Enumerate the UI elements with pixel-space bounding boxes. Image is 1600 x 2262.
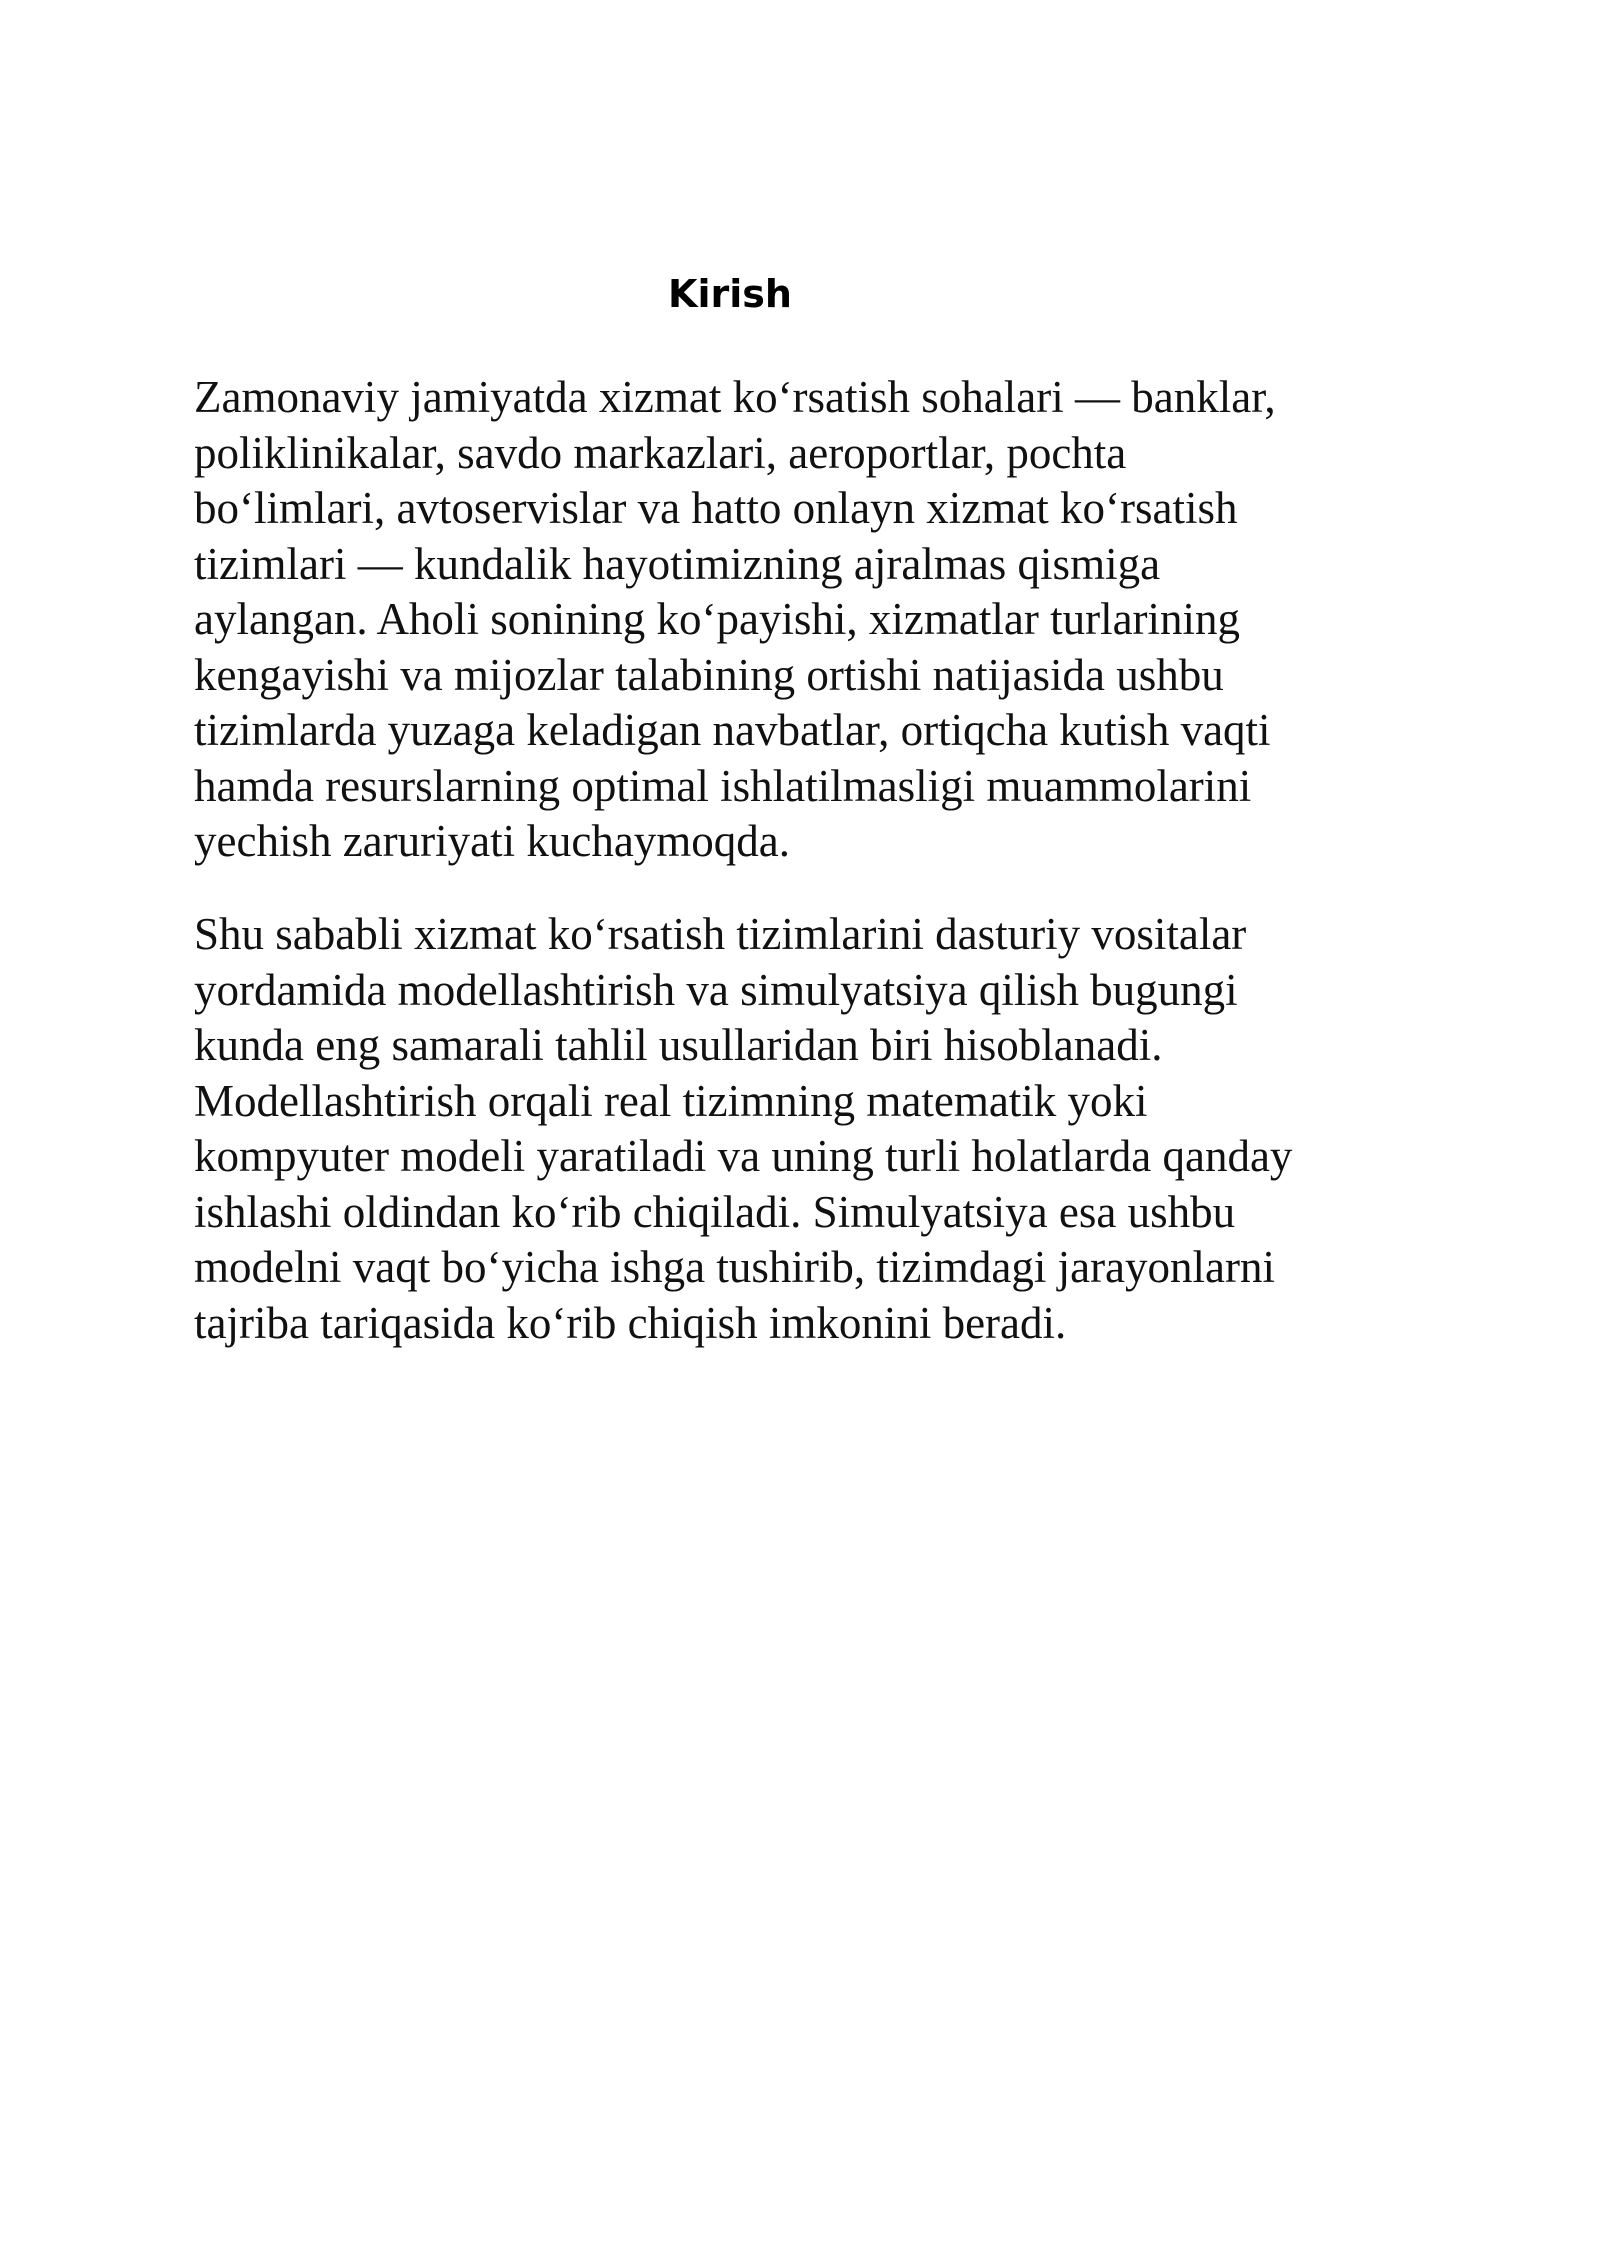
paragraph-2-line-4: Modellashtirish orqali real tizimning matematik yoki: [194, 1075, 1148, 1126]
paragraph-1-line-9: yechish zaruriyati kuchaymoqda.: [194, 816, 791, 866]
paragraph-2-line-3: kunda eng samarali tahlil usullaridan biri hisoblanadi.: [194, 1020, 1163, 1070]
paragraph-2-line-7: modelni vaqt bo‘yicha ishga tushirib, tizimdagi jarayonlarni: [194, 1242, 1275, 1292]
paragraph-1-line-5: aylangan. Aholi sonining ko‘payishi, xizmatlar turlarining: [194, 594, 1241, 644]
paragraph-1-line-2: poliklinikalar, savdo markazlari, aeroportlar, pochta: [194, 427, 1127, 478]
paragraph-1-line-1: Zamonaviy jamiyatda xizmat ko‘rsatish sohalari — banklar,: [194, 372, 1276, 422]
paragraph-1-line-7: tizimlarda yuzaga keladigan navbatlar, ortiqcha kutish vaqti: [194, 705, 1271, 755]
paragraph-1-line-3: bo‘limlari, avtoservislar va hatto onlayn xizmat ko‘rsatish: [194, 483, 1238, 533]
paragraph-1: [194, 370, 1394, 870]
paragraph-2: [194, 907, 1394, 1351]
paragraph-1-line-8: hamda resurslarning optimal ishlatilmasligi muammolarini: [194, 760, 1252, 811]
paragraph-2-line-6: ishlashi oldindan ko‘rib chiqiladi. Simulyatsiya esa ushbu: [194, 1186, 1236, 1237]
paragraph-2-line-1: Shu sababli xizmat ko‘rsatish tizimlarini dasturiy vositalar: [194, 909, 1247, 959]
paragraph-1-line-6: kengayishi va mijozlar talabining ortishi natijasida ushbu: [194, 649, 1224, 700]
page-title: Kirish: [668, 272, 792, 316]
paragraph-2-line-5: kompyuter modeli yaratiladi va uning turli holatlarda qanday: [194, 1131, 1293, 1181]
paragraph-2-line-8: tajriba tariqasida ko‘rib chiqish imkonini beradi.: [194, 1297, 1067, 1348]
paragraph-1-line-4: tizimlari — kundalik hayotimizning ajralmas qismiga: [194, 538, 1161, 589]
paragraph-2-line-2: yordamida modellashtirish va simulyatsiya qilish bugungi: [194, 964, 1238, 1015]
